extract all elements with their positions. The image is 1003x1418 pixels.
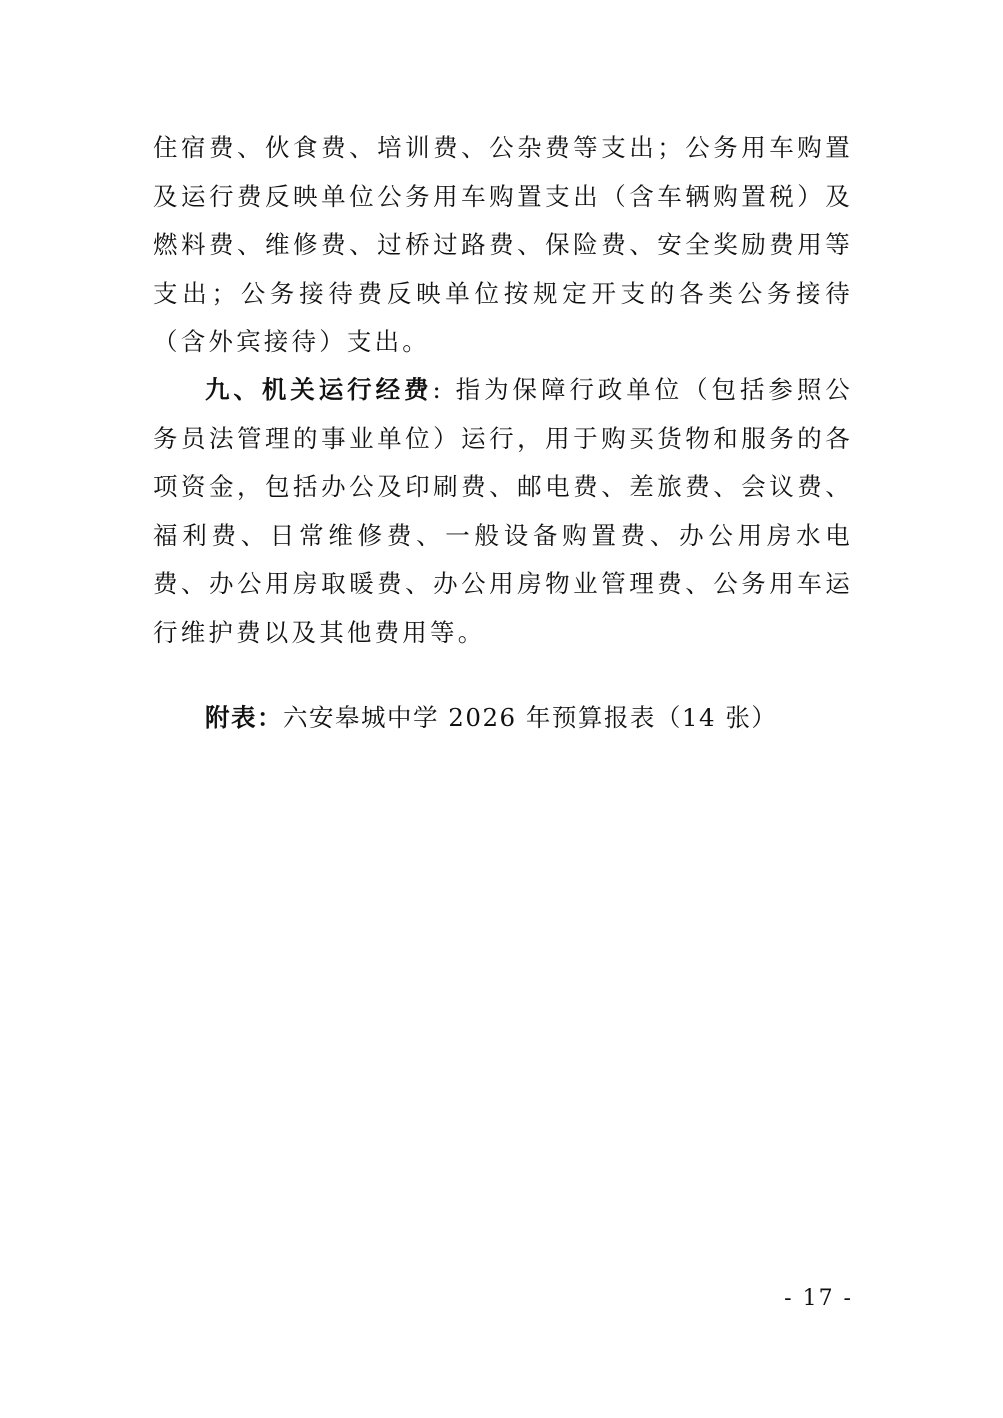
attachment-title: 六安皋城中学 2026 年预算报表（14 张）: [283, 703, 778, 732]
section-definition-text: : 指为保障行政单位（包括参照公务员法管理的事业单位）运行，用于购买货物和服务的各项资金，包括办公及印刷费、邮电费、差旅费、会议费、福利费、日常维修费、一般设备购置费、办公用房水电费、办公用房取暖费、办公用房物业管理费、公务用车运行维护费以及其他费用等。: [153, 375, 853, 647]
page-number: - 17 -: [784, 1286, 853, 1311]
body-paragraph-operating-expenses: [153, 366, 853, 657]
attachment-line: [205, 694, 855, 742]
section-heading-operating-expenses: 九、机关运行经费: [205, 375, 433, 404]
attachment-label: 附表：: [205, 703, 283, 732]
body-paragraph-expense-descriptions: 住宿费、伙食费、培训费、公杂费等支出；公务用车购置及运行费反映单位公务用车购置支出（含车辆购置税）及燃料费、维修费、过桥过路费、保险费、安全奖励费用等支出；公务接待费反映单位按规定开支的各类公务接待（含外宾接待）支出。: [153, 133, 853, 356]
